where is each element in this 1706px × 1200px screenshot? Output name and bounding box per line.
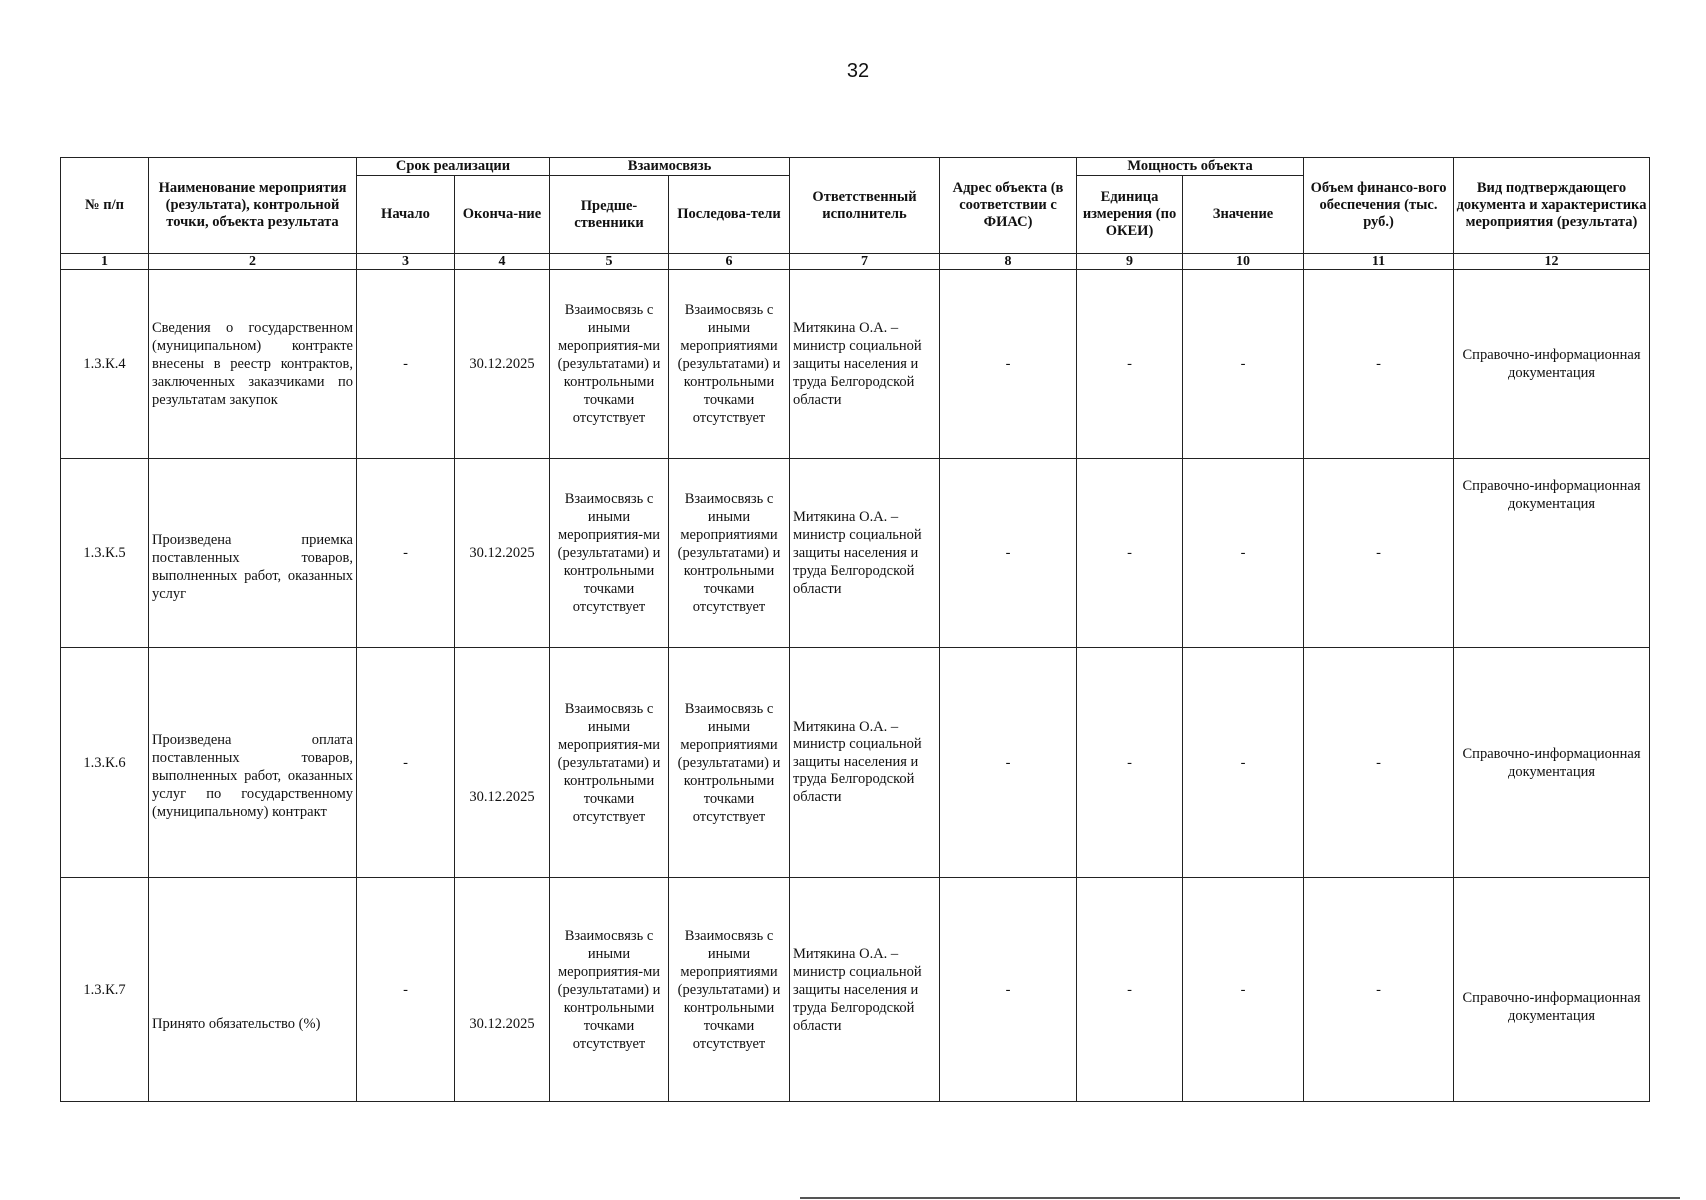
header-name: Наименование мероприятия (результата), контрольной точки, объекта результата [149, 158, 357, 254]
cell-value: - [1183, 459, 1304, 648]
column-number: 11 [1304, 254, 1454, 270]
cell-successors: Взаимосвязь с иными мероприятиями (результатами) и контрольными точками отсутствует [669, 270, 790, 459]
cell-address: - [940, 648, 1077, 878]
cell-unit: - [1077, 648, 1183, 878]
table-row [61, 648, 1650, 878]
cell-predecessors: Взаимосвязь с иными мероприятия-ми (результатами) и контрольными точками отсутствует [550, 648, 669, 878]
cell-name: Сведения о государственном (муниципальном) контракте внесены в реестр контрактов, заключенных заказчиками по результатам закупок [149, 270, 357, 459]
column-number: 6 [669, 254, 790, 270]
column-number: 2 [149, 254, 357, 270]
cell-doc-type: Справочно-информационная документация [1454, 270, 1650, 459]
column-number-row [61, 254, 1650, 270]
column-number: 8 [940, 254, 1077, 270]
cell-end: 30.12.2025 [455, 878, 550, 1102]
cell-unit: - [1077, 878, 1183, 1102]
cell-unit: - [1077, 270, 1183, 459]
cell-num: 1.3.К.6 [61, 648, 149, 878]
cell-address: - [940, 270, 1077, 459]
cell-responsible: Митякина О.А. – министр социальной защиты населения и труда Белгородской области [790, 648, 940, 878]
table-row [61, 878, 1650, 1102]
header-row [61, 158, 1650, 176]
cell-unit: - [1077, 459, 1183, 648]
column-number: 4 [455, 254, 550, 270]
cell-responsible: Митякина О.А. – министр социальной защиты населения и труда Белгородской области [790, 878, 940, 1102]
cell-name: Произведена приемка поставленных товаров, выполненных работ, оказанных услуг [149, 459, 357, 648]
cell-end: 30.12.2025 [455, 459, 550, 648]
cell-successors: Взаимосвязь с иными мероприятиями (результатами) и контрольными точками отсутствует [669, 459, 790, 648]
column-number: 12 [1454, 254, 1650, 270]
cell-predecessors: Взаимосвязь с иными мероприятия-ми (результатами) и контрольными точками отсутствует [550, 878, 669, 1102]
header-relation: Взаимосвязь [550, 158, 790, 176]
cell-num: 1.3.К.5 [61, 459, 149, 648]
cell-end: 30.12.2025 [455, 270, 550, 459]
cell-value: - [1183, 648, 1304, 878]
cell-start: - [357, 648, 455, 878]
cell-responsible: Митякина О.А. – министр социальной защиты населения и труда Белгородской области [790, 459, 940, 648]
cell-successors: Взаимосвязь с иными мероприятиями (результатами) и контрольными точками отсутствует [669, 648, 790, 878]
column-number: 10 [1183, 254, 1304, 270]
column-number: 7 [790, 254, 940, 270]
plan-table [60, 157, 1650, 1102]
header-period: Срок реализации [357, 158, 550, 176]
cell-doc-type: Справочно-информационная документация [1454, 878, 1650, 1102]
cell-address: - [940, 459, 1077, 648]
table-row [61, 270, 1650, 459]
header-capacity: Мощность объекта [1077, 158, 1304, 176]
page-number: 32 [846, 60, 870, 82]
header-responsible: Ответственный исполнитель [790, 158, 940, 254]
cell-responsible: Митякина О.А. – министр социальной защиты населения и труда Белгородской области [790, 270, 940, 459]
cell-finance: - [1304, 270, 1454, 459]
header-end: Оконча-ние [455, 176, 550, 254]
header-successors: Последова-тели [669, 176, 790, 254]
header-value: Значение [1183, 176, 1304, 254]
column-number: 5 [550, 254, 669, 270]
header-finance: Объем финансо-вого обеспечения (тыс. руб.) [1304, 158, 1454, 254]
header-predecessors: Предше-ственники [550, 176, 669, 254]
column-number: 1 [61, 254, 149, 270]
cell-finance: - [1304, 648, 1454, 878]
header-unit: Единица измерения (по ОКЕИ) [1077, 176, 1183, 254]
cell-start: - [357, 270, 455, 459]
cell-start: - [357, 459, 455, 648]
column-number: 3 [357, 254, 455, 270]
cell-name: Принято обязательство (%) [149, 878, 357, 1102]
scan-edge-line [800, 1197, 1680, 1199]
cell-doc-type: Справочно-информационная документация [1454, 459, 1650, 648]
cell-finance: - [1304, 878, 1454, 1102]
header-doc-type: Вид подтверждающего документа и характеристика мероприятия (результата) [1454, 158, 1650, 254]
header-address: Адрес объекта (в соответствии с ФИАС) [940, 158, 1077, 254]
cell-doc-type: Справочно-информационная документация [1454, 648, 1650, 878]
cell-end: 30.12.2025 [455, 648, 550, 878]
cell-value: - [1183, 270, 1304, 459]
header-start: Начало [357, 176, 455, 254]
cell-num: 1.3.К.4 [61, 270, 149, 459]
cell-successors: Взаимосвязь с иными мероприятиями (результатами) и контрольными точками отсутствует [669, 878, 790, 1102]
table-row [61, 459, 1650, 648]
cell-value: - [1183, 878, 1304, 1102]
cell-predecessors: Взаимосвязь с иными мероприятия-ми (результатами) и контрольными точками отсутствует [550, 270, 669, 459]
column-number: 9 [1077, 254, 1183, 270]
cell-predecessors: Взаимосвязь с иными мероприятия-ми (результатами) и контрольными точками отсутствует [550, 459, 669, 648]
cell-start: - [357, 878, 455, 1102]
header-num: № п/п [61, 158, 149, 254]
cell-num: 1.3.К.7 [61, 878, 149, 1102]
cell-name: Произведена оплата поставленных товаров, выполненных работ, оказанных услуг по государственному (муниципальному) контракт [149, 648, 357, 878]
cell-address: - [940, 878, 1077, 1102]
cell-finance: - [1304, 459, 1454, 648]
